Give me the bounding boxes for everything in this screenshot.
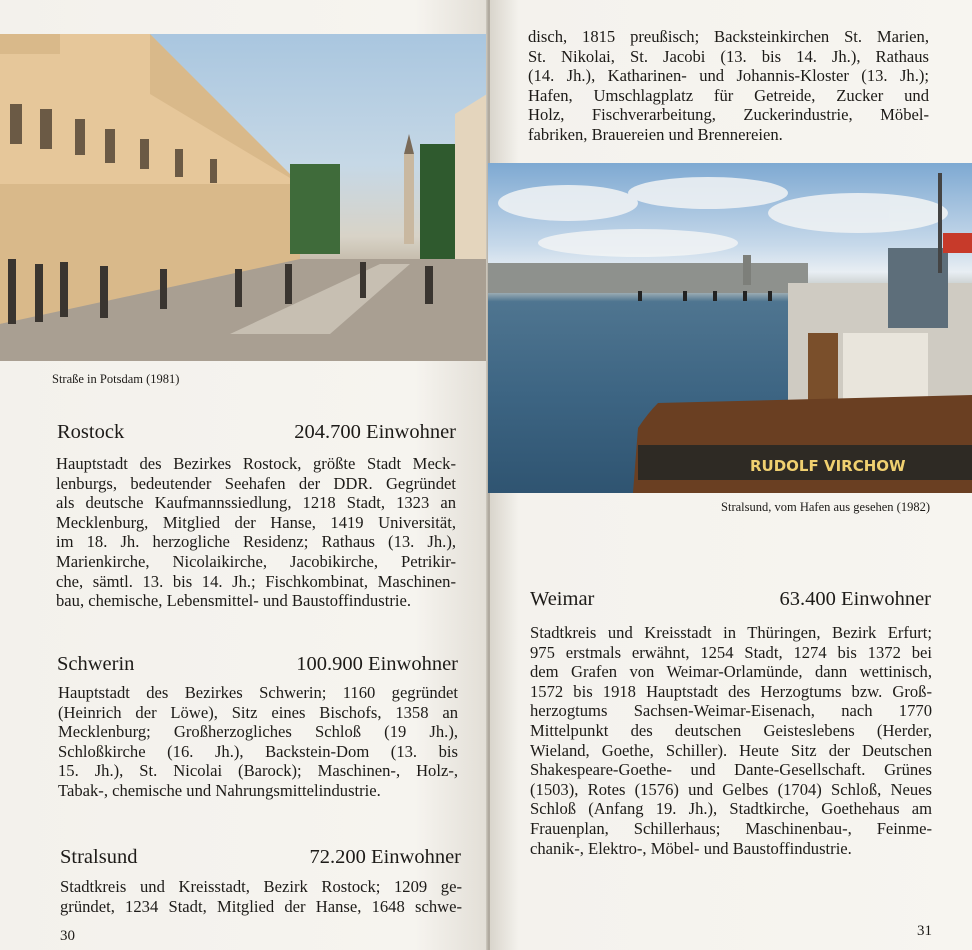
text-line: 15. Jh.), St. Nicolai (Barock); Maschinen-, Holz-, bbox=[58, 761, 458, 781]
photo-caption: Stralsund, vom Hafen aus gesehen (1982) bbox=[721, 500, 930, 514]
entry-heading-rostock bbox=[57, 421, 456, 444]
page-number: 31 bbox=[917, 923, 932, 939]
city-name: Schwerin bbox=[57, 653, 135, 675]
entry-body-rostock bbox=[56, 454, 456, 611]
city-name: Stralsund bbox=[60, 846, 138, 868]
text-line: Frauenplan, Schillerhaus; Maschinenbau-, Feinme- bbox=[530, 818, 932, 838]
text-line: herzogtums Sachsen-Weimar-Eisenach, nach 1770 bbox=[530, 701, 932, 721]
text-line: Hafen, Umschlagplatz für Getreide, Zucker und bbox=[528, 85, 929, 105]
text-line: (1503), Rotes (1576) und Gelbes (1704) Schloß, Neues bbox=[530, 779, 932, 799]
text-line: 975 erstmals erwähnt, 1254 Stadt, 1274 bis 1372 bei bbox=[530, 642, 932, 662]
photo-stralsund-harbour bbox=[488, 163, 972, 493]
text-line: Wieland, Goethe, Schiller). Heute Sitz der Deutschen bbox=[530, 740, 932, 760]
text-line: Schloßkirche (16. Jh.), Backstein-Dom (13. bis bbox=[58, 741, 458, 761]
text-line: fabriken, Brauereien und Brennereien. bbox=[528, 124, 783, 144]
text-line: disch, 1815 preußisch; Backsteinkirchen St. Marien, bbox=[528, 27, 929, 46]
city-name: Rostock bbox=[57, 421, 125, 443]
text-line: dem Grafen von Weimar-Orlamünde, dann wettinisch, bbox=[530, 662, 932, 682]
text-line: St. Nikolai, St. Jacobi (13. bis 14. Jh.), Rathaus bbox=[528, 46, 929, 66]
text-line: chanik-, Elektro-, Möbel- und Baustoffindustrie. bbox=[530, 838, 852, 858]
text-line: lenburgs, bedeutender Seehafen der DDR. Gegründet bbox=[56, 473, 456, 493]
text-line: Mecklenburg; Großherzogliches Schloß (19 Jh.), bbox=[58, 722, 458, 742]
text-line: Stadtkreis und Kreisstadt in Thüringen, Bezirk Erfurt; bbox=[530, 623, 932, 642]
population: 100.900 Einwohner bbox=[296, 653, 458, 675]
text-line: als deutsche Kaufmannssiedlung, 1218 Stadt, 1323 an bbox=[56, 493, 456, 513]
text-line: bau, chemische, Lebensmittel- und Baustoffindustrie. bbox=[56, 591, 411, 611]
text-line: Hauptstadt des Bezirkes Schwerin; 1160 gegründet bbox=[58, 683, 458, 702]
boat-name-text: RUDOLF VIRCHOW bbox=[750, 457, 906, 475]
page-number: 30 bbox=[60, 928, 75, 944]
text-line: Tabak-, chemische und Nahrungsmittelindustrie. bbox=[58, 780, 381, 800]
text-line: im 18. Jh. herzogliche Residenz; Rathaus (13. Jh.), bbox=[56, 532, 456, 552]
population: 204.700 Einwohner bbox=[294, 421, 456, 443]
text-line: (Heinrich der Löwe), Sitz eines Bischofs, 1358 an bbox=[58, 702, 458, 722]
text-line: Holz, Fischverarbeitung, Zuckerindustrie, Möbel- bbox=[528, 105, 929, 125]
entry-heading-stralsund bbox=[60, 846, 461, 869]
continued-text-stralsund bbox=[528, 27, 929, 145]
text-line: 1572 bis 1918 Hauptstadt des Herzogtums bzw. Groß- bbox=[530, 681, 932, 701]
entry-body-weimar bbox=[530, 623, 932, 858]
photo-potsdam-street bbox=[0, 34, 487, 361]
text-line: Schloß (Anfang 19. Jh.), Stadtkirche, Goethehaus am bbox=[530, 799, 932, 819]
text-line: gründet, 1234 Stadt, Mitglied der Hanse, 1648 schwe- bbox=[60, 896, 462, 916]
entry-body-stralsund bbox=[60, 877, 462, 916]
population: 72.200 Einwohner bbox=[309, 846, 461, 868]
text-line: Mecklenburg, Mitglied der Hanse, 1419 Universität, bbox=[56, 512, 456, 532]
entry-heading-weimar bbox=[530, 588, 931, 611]
population: 63.400 Einwohner bbox=[779, 588, 931, 610]
text-line: (14. Jh.), Katharinen- und Johannis-Kloster (13. Jh.); bbox=[528, 66, 929, 86]
text-line: Hauptstadt des Bezirkes Rostock, größte Stadt Meck- bbox=[56, 454, 456, 473]
text-line: Shakespeare-Goethe- und Dante-Gesellschaft. Grünes bbox=[530, 760, 932, 780]
entry-heading-schwerin bbox=[57, 653, 458, 676]
street-scene-illustration bbox=[0, 34, 487, 361]
harbour-scene-illustration bbox=[488, 163, 972, 493]
city-name: Weimar bbox=[530, 588, 595, 610]
photo-caption: Straße in Potsdam (1981) bbox=[52, 372, 180, 386]
text-line: Marienkirche, Nicolaikirche, Jacobikirche, Petrikir- bbox=[56, 551, 456, 571]
text-line: Mittelpunkt des deutschen Geisteslebens (Herder, bbox=[530, 720, 932, 740]
text-line: che, sämtl. 13. bis 14. Jh.; Fischkombinat, Maschinen- bbox=[56, 571, 456, 591]
text-line: Stadtkreis und Kreisstadt, Bezirk Rostock; 1209 ge- bbox=[60, 877, 462, 896]
right-page bbox=[490, 0, 972, 950]
entry-body-schwerin bbox=[58, 683, 458, 801]
